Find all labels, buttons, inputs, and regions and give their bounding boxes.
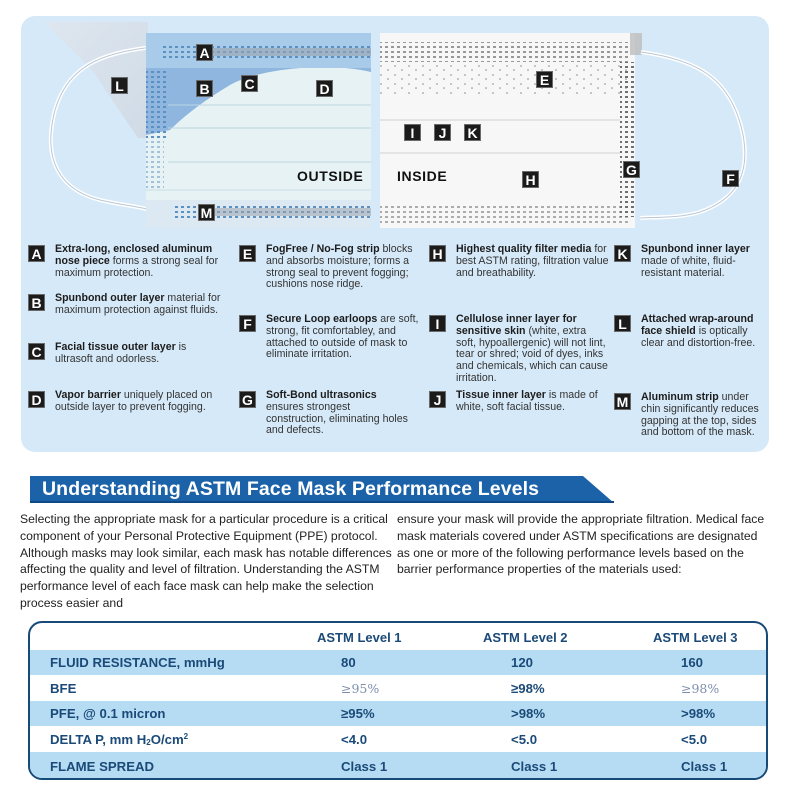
legend-item-c bbox=[28, 342, 218, 366]
value-level-1: 80 bbox=[341, 655, 356, 670]
table-row-bfe bbox=[30, 676, 766, 701]
legend-body: are soft, strong, fit comfortabley, and attached to outside of mask to eliminate irritation. bbox=[266, 313, 419, 361]
value-level-3: >98% bbox=[681, 706, 716, 721]
marker-e-icon: E bbox=[239, 245, 256, 262]
value-level-1: <4.0 bbox=[341, 732, 368, 747]
marker-g-icon: G bbox=[239, 391, 256, 408]
table-row-fluid-resistance bbox=[30, 650, 766, 675]
right-earloop bbox=[640, 52, 745, 218]
legend-body: uniquely placed on outside layer to prevent fogging. bbox=[55, 389, 213, 413]
outside-label: OUTSIDE bbox=[297, 168, 364, 184]
legend-body: made of white, fluid-resistant material. bbox=[641, 254, 736, 279]
value-level-2: Class 1 bbox=[511, 758, 558, 774]
row-label: DELTA P, mm $H_2O/cm^2$ bbox=[50, 732, 189, 747]
marker-i-icon: I bbox=[429, 315, 446, 332]
table-row-flame-spread bbox=[30, 752, 766, 780]
legend-bold: Attached wrap-around face shield bbox=[641, 313, 754, 337]
section-title: Understanding ASTM Face Mask Performance Levels bbox=[42, 478, 540, 500]
legend-bold: Vapor barrier bbox=[55, 389, 121, 401]
header-level-1: ASTM Level 1 bbox=[317, 630, 402, 645]
legend-item-d bbox=[28, 390, 233, 414]
legend-body: is made of white, soft facial tissue. bbox=[456, 389, 598, 413]
marker-a-icon: A bbox=[28, 245, 45, 262]
marker-f: F bbox=[722, 170, 739, 187]
marker-k-icon: K bbox=[614, 245, 631, 262]
legend-body: for best ASTM rating, filtration value and breathability. bbox=[456, 243, 609, 279]
legend-body: blocks and absorbs moisture; forms a strong seal to prevent fogging; cushions nose ridge. bbox=[266, 243, 413, 291]
legend-body: material for maximum protection against fluids. bbox=[55, 292, 221, 316]
marker-h: H bbox=[522, 171, 539, 188]
legend-body: is optically clear and distortion-free. bbox=[641, 324, 756, 349]
value-level-3: Class 1 bbox=[681, 758, 728, 774]
legend-bold: Aluminum strip bbox=[641, 391, 719, 403]
face-shield bbox=[44, 22, 148, 138]
legend-item-b bbox=[28, 293, 228, 317]
legend-bold: Soft-Bond ultrasonics bbox=[266, 389, 377, 401]
legend-item-j bbox=[429, 390, 609, 414]
intro-paragraph-right: ensure your mask will provide the appropriate filtration. Medical face mask materials covered under ASTM specifications are designated as one or more of the following performance levels based on the barrier performance properties of the materials used: bbox=[397, 512, 765, 577]
legend-bold: Extra-long, enclosed aluminum nose piece bbox=[55, 243, 213, 267]
table-header-row bbox=[30, 625, 766, 650]
value-level-2: ≥98% bbox=[511, 681, 545, 696]
legend-item-i bbox=[429, 314, 609, 385]
table-row-pfe bbox=[30, 701, 766, 726]
header-level-3: ASTM Level 3 bbox=[653, 630, 738, 645]
marker-j-icon: J bbox=[429, 391, 446, 408]
value-level-2: <5.0 bbox=[511, 732, 538, 747]
marker-f-icon: F bbox=[239, 315, 256, 332]
marker-a: A bbox=[196, 44, 213, 61]
value-level-2: >98% bbox=[511, 706, 546, 721]
marker-m: M bbox=[198, 204, 215, 221]
value-level-1: ≥95% bbox=[341, 681, 380, 696]
legend-body: is ultrasoft and odorless. bbox=[55, 341, 187, 365]
legend-item-k bbox=[614, 244, 766, 279]
legend-item-g bbox=[239, 390, 409, 437]
value-level-3: 160 bbox=[681, 655, 704, 670]
marker-h-icon: H bbox=[429, 245, 446, 262]
legend-bold: FogFree / No-Fog strip bbox=[266, 243, 380, 255]
legend-body: (white, extra soft, hypoallergenic) will not lint, tear or shred; void of dyes, inks and chemicals, which can cause irritation. bbox=[456, 324, 608, 384]
inside-label: INSIDE bbox=[397, 168, 448, 184]
value-level-2: 120 bbox=[511, 655, 534, 670]
legend-body: ensures strongest construction, eliminating holes and defects. bbox=[266, 400, 408, 437]
legend-item-l bbox=[614, 314, 766, 349]
marker-d-icon: D bbox=[28, 391, 45, 408]
legend-item-f bbox=[239, 314, 419, 361]
legend-item-h bbox=[429, 244, 609, 279]
value-level-3: ≥98% bbox=[681, 681, 720, 696]
legend-bold: Spunbond outer layer bbox=[55, 292, 165, 304]
row-label: FLUID RESISTANCE, mmHg bbox=[50, 655, 225, 670]
marker-j: J bbox=[434, 124, 451, 141]
header-level-2: ASTM Level 2 bbox=[483, 630, 568, 645]
marker-d: D bbox=[316, 80, 333, 97]
marker-l-icon: L bbox=[614, 315, 631, 332]
legend-bold: Cellulose inner layer for sensitive skin bbox=[456, 313, 577, 337]
value-level-3: <5.0 bbox=[681, 732, 708, 747]
mask-outside bbox=[146, 33, 371, 228]
value-level-1: ≥95% bbox=[341, 706, 375, 721]
legend-body: under chin significantly reduces gapping at the top, sides and bottom of the mask. bbox=[641, 391, 759, 439]
marker-g: G bbox=[623, 161, 640, 178]
legend-bold: Spunbond inner layer bbox=[641, 243, 750, 255]
astm-levels-table bbox=[28, 621, 768, 780]
legend-item-e bbox=[239, 244, 419, 291]
legend-bold: Secure Loop earloops bbox=[266, 313, 378, 325]
marker-m-icon: M bbox=[614, 393, 631, 410]
marker-c: C bbox=[241, 75, 258, 92]
marker-c-icon: C bbox=[28, 343, 45, 360]
legend-body: forms a strong seal for maximum protection. bbox=[55, 254, 219, 279]
table-row-delta-p bbox=[30, 727, 766, 752]
marker-k: K bbox=[464, 124, 481, 141]
section-banner bbox=[30, 476, 614, 503]
mask-illustration bbox=[0, 0, 790, 235]
row-label: PFE, @ 0.1 micron bbox=[50, 706, 166, 721]
legend-bold: Facial tissue outer layer bbox=[55, 341, 176, 353]
marker-e: E bbox=[536, 71, 553, 88]
legend-item-a bbox=[28, 244, 228, 279]
intro-paragraph-left: Selecting the appropriate mask for a particular procedure is a critical component of your Personal Protective Equipment (PPE) protocol. Although masks may look similar, each mask has notable differences affecting the quality and level of filtration. Understanding the ASTM performance level of each face mask can help make the selection process easier and bbox=[20, 512, 392, 610]
row-label: BFE bbox=[50, 681, 77, 696]
legend-bold: Tissue inner layer bbox=[456, 389, 546, 401]
marker-b-icon: B bbox=[28, 294, 45, 311]
marker-l: L bbox=[111, 77, 128, 94]
legend-bold: Highest quality filter media bbox=[456, 243, 592, 255]
marker-b: B bbox=[196, 80, 213, 97]
value-level-1: Class 1 bbox=[341, 758, 388, 774]
marker-i: I bbox=[404, 124, 421, 141]
legend-item-m bbox=[614, 392, 766, 439]
row-label: FLAME SPREAD bbox=[50, 758, 155, 774]
